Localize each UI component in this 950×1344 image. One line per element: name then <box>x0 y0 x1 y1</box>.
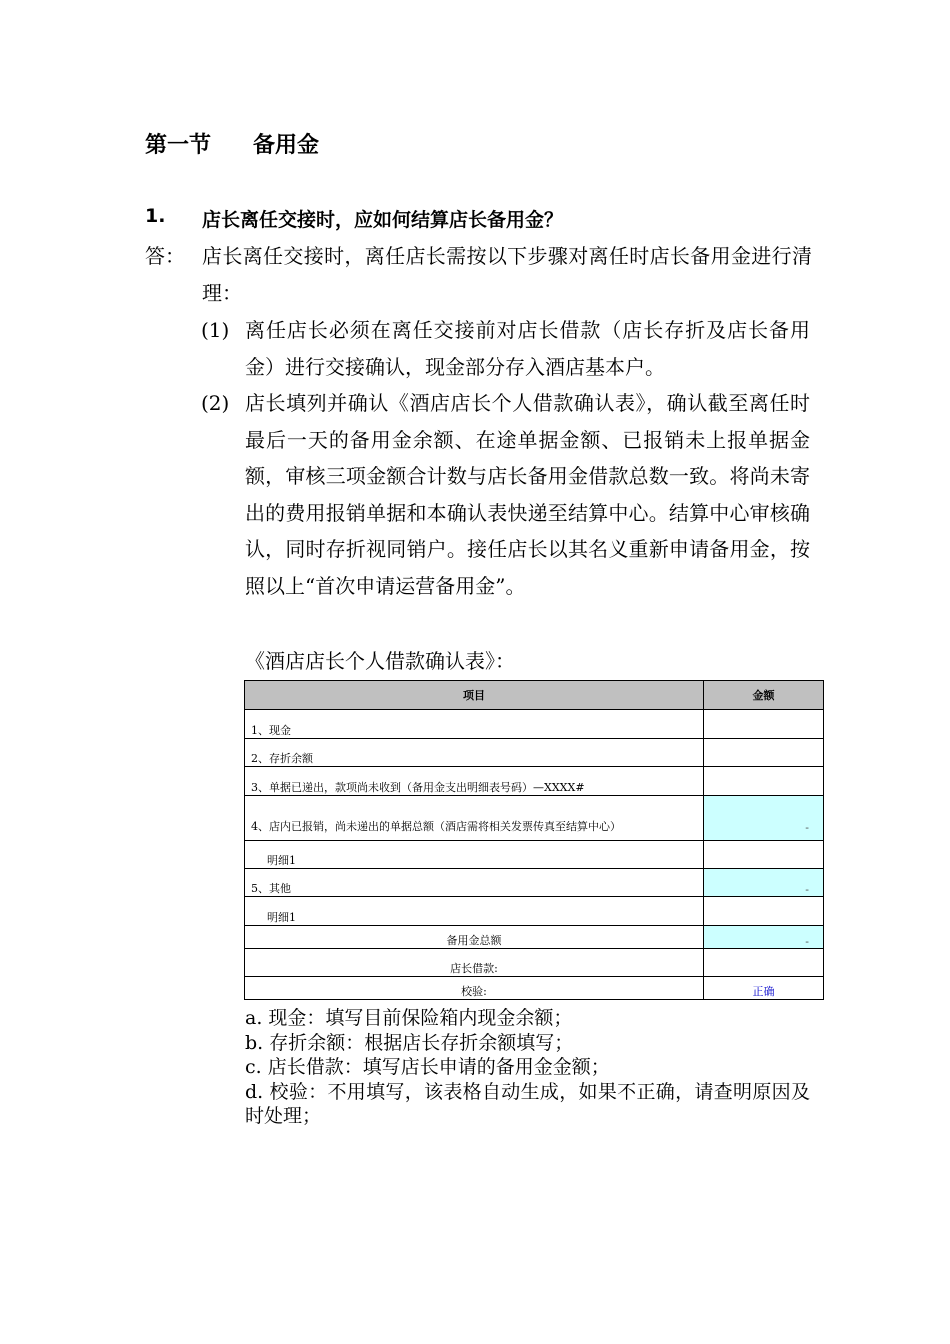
row-amount[interactable] <box>704 897 824 926</box>
row-item: 2、存折余额 <box>245 739 704 767</box>
question-number: 1. <box>145 205 166 227</box>
table-row <box>245 897 824 926</box>
answer-intro: 店长离任交接时，离任店长需按以下步骤对离任时店长备用金进行清理： <box>202 244 812 305</box>
row-item: 3、单据已递出，款项尚未收到（备用金支出明细表号码）—XXXX# <box>245 767 704 796</box>
table-row <box>245 739 824 767</box>
table-row <box>245 949 824 977</box>
header-item: 项目 <box>245 681 704 710</box>
answer-label: 答： <box>145 244 185 268</box>
step-number: (1) <box>201 318 230 342</box>
table-row <box>245 869 824 897</box>
note-item: c. 店长借款：填写店长申请的备用金金额； <box>245 1056 610 1078</box>
table-row <box>245 841 824 869</box>
row-item: 备用金总额 <box>245 926 704 949</box>
row-item: 校验: <box>245 977 704 1000</box>
table-row <box>245 977 824 1000</box>
row-amount: - <box>704 926 824 949</box>
row-amount: - <box>704 796 824 841</box>
table-row <box>245 767 824 796</box>
section-name: 备用金 <box>253 133 320 158</box>
row-item: 1、现金 <box>245 710 704 739</box>
section-title <box>145 128 319 159</box>
step-number: (2) <box>201 391 230 415</box>
table-header-row <box>245 681 824 710</box>
note-item: d. 校验：不用填写，该表格自动生成，如果不正确，请查明原因及时处理； <box>245 1080 810 1127</box>
note-item: a. 现金：填写目前保险箱内现金余额； <box>245 1007 573 1029</box>
question-text: 店长离任交接时，应如何结算店长备用金？ <box>202 209 564 231</box>
row-amount[interactable] <box>704 841 824 869</box>
step-text: 店长填列并确认《酒店店长个人借款确认表》，确认截至离任时最后一天的备用金余额、在途单据金额、已报销未上报单据金额，审核三项金额合计数与店长备用金借款总数一致。将尚未寄出的费用报销单据和本确认表快递至结算中心。结算中心审核确认，同时存折视同销户。接任店长以其名义重新申请备用金，按照以上“首次申请运营备用金”。 <box>245 391 810 598</box>
row-item: 店长借款: <box>245 949 704 977</box>
row-item: 明细1 <box>245 897 704 926</box>
header-amount: 金额 <box>704 681 824 710</box>
row-amount[interactable] <box>704 767 824 796</box>
section-number: 第一节 <box>145 133 212 158</box>
table-row <box>245 796 824 841</box>
table-row <box>245 710 824 739</box>
row-amount[interactable] <box>704 949 824 977</box>
loan-confirmation-table <box>244 680 824 1000</box>
row-amount: 正确 <box>704 977 824 1000</box>
row-item: 明细1 <box>245 841 704 869</box>
row-item: 5、其他 <box>245 869 704 897</box>
step-text: 离任店长必须在离任交接前对店长借款（店长存折及店长备用金）进行交接确认，现金部分存入酒店基本户。 <box>245 318 810 379</box>
note-item: b. 存折余额：根据店长存折余额填写； <box>245 1031 574 1054</box>
row-amount: - <box>704 869 824 897</box>
row-amount[interactable] <box>704 739 824 767</box>
form-caption: 《酒店店长个人借款确认表》： <box>245 649 515 673</box>
row-amount[interactable] <box>704 710 824 739</box>
table-row <box>245 926 824 949</box>
row-item: 4、店内已报销，尚未递出的单据总额（酒店需将相关发票传真至结算中心） <box>245 796 704 841</box>
notes <box>245 1006 810 1129</box>
